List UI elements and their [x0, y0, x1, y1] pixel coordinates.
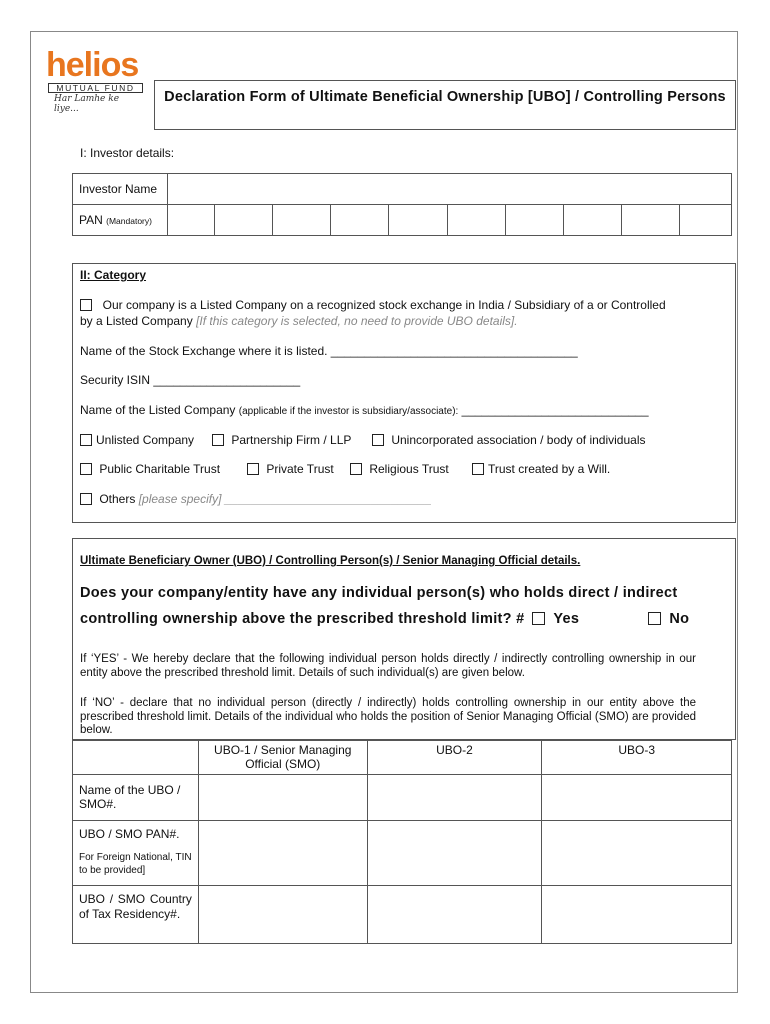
- ubo-yes-checkbox[interactable]: [532, 612, 545, 625]
- ubo-question-line2: controlling ownership above the prescribed threshold limit? #: [80, 611, 525, 627]
- ubo-pan-foreign-note: For Foreign National, TIN to be provided]: [79, 852, 192, 876]
- ubo-col-1-header: UBO-1 / Senior Managing Official (SMO): [198, 741, 367, 775]
- option-others[interactable]: [80, 492, 432, 507]
- option-private-trust[interactable]: [247, 462, 334, 477]
- private-trust-checkbox[interactable]: [247, 463, 259, 475]
- logo-tagline: Har Lamhe ke liye...: [54, 94, 120, 114]
- trust-by-will-label: Trust created by a Will.: [488, 462, 611, 476]
- ubo-no-option[interactable]: [648, 610, 689, 628]
- option-trust-by-will[interactable]: [472, 462, 610, 477]
- ubo-yes-option[interactable]: [532, 610, 579, 628]
- investor-name-row: [73, 174, 732, 205]
- ubo-table: [72, 740, 732, 944]
- option-public-charitable-trust[interactable]: [80, 462, 220, 477]
- listed-company-text2: by a Listed Company: [80, 314, 193, 328]
- pan-cell[interactable]: [563, 205, 621, 236]
- investor-name-label: Investor Name: [73, 174, 168, 205]
- ubo-country-label: UBO / SMO Country of Tax Residency#.: [73, 886, 199, 944]
- religious-trust-label: Religious Trust: [369, 462, 449, 476]
- private-trust-label: Private Trust: [266, 462, 334, 476]
- listed-company-note: [If this category is selected, no need to provide UBO details].: [196, 314, 518, 328]
- ubo-yes-label: Yes: [553, 611, 580, 627]
- ubo-3-name-field[interactable]: [542, 775, 732, 821]
- trust-by-will-checkbox[interactable]: [472, 463, 484, 475]
- helios-logo: [46, 46, 146, 114]
- ubo-pan-row: [73, 821, 732, 886]
- ubo-3-pan-field[interactable]: [542, 821, 732, 886]
- ubo-pan-label: UBO / SMO PAN#.: [79, 827, 180, 841]
- ubo-1-name-field[interactable]: [198, 775, 367, 821]
- ubo-2-name-field[interactable]: [367, 775, 542, 821]
- public-charitable-trust-checkbox[interactable]: [80, 463, 92, 475]
- partnership-firm-label: Partnership Firm / LLP: [231, 433, 352, 447]
- unlisted-company-label: Unlisted Company: [96, 433, 195, 447]
- ubo-3-country-field[interactable]: [542, 886, 732, 944]
- stock-exchange-field[interactable]: Name of the Stock Exchange where it is listed. _____________________________________: [80, 344, 578, 358]
- listed-company-text: Our company is a Listed Company on a recognized stock exchange in India / Subsidiary of a or Controlled: [102, 298, 666, 312]
- pan-label: [73, 205, 168, 236]
- others-label: Others: [99, 492, 136, 506]
- ubo-heading: Ultimate Beneficiary Owner (UBO) / Controlling Person(s) / Senior Managing Official details.: [80, 555, 581, 567]
- ubo-country-row: [73, 886, 732, 944]
- unlisted-company-checkbox[interactable]: [80, 434, 92, 446]
- ubo-name-label: Name of the UBO / SMO#.: [73, 775, 199, 821]
- option-partnership-firm[interactable]: [212, 433, 351, 448]
- ubo-2-country-field[interactable]: [367, 886, 542, 944]
- unincorporated-association-checkbox[interactable]: [372, 434, 384, 446]
- ubo-table-corner: [73, 741, 199, 775]
- ubo-1-pan-field[interactable]: [198, 821, 367, 886]
- others-checkbox[interactable]: [80, 493, 92, 505]
- ubo-yes-declaration: If ‘YES’ - We hereby declare that the following individual person holds directly / indirectly controlling ownership in our entity above the prescribed threshold limit. Details of such individual(s) are given below.: [80, 653, 696, 679]
- ubo-question-line1: Does your company/entity have any individual person(s) who holds direct / indirect: [80, 585, 678, 601]
- option-religious-trust[interactable]: [350, 462, 449, 477]
- ubo-table-header: [73, 741, 732, 775]
- pan-cell[interactable]: [168, 205, 215, 236]
- listed-company-name-note: (applicable if the investor is subsidiary/associate):: [238, 406, 459, 417]
- logo-subtitle: MUTUAL FUND: [48, 83, 143, 93]
- unincorporated-association-label: Unincorporated association / body of individuals: [391, 433, 646, 447]
- pan-cell[interactable]: [505, 205, 563, 236]
- pan-label-text: PAN: [79, 213, 103, 227]
- pan-cell[interactable]: [679, 205, 731, 236]
- ubo-name-row: [73, 775, 732, 821]
- others-specify-field: [please specify] _______________________________: [138, 492, 432, 506]
- pan-cell[interactable]: [447, 205, 505, 236]
- investor-table: [72, 173, 732, 236]
- public-charitable-trust-label: Public Charitable Trust: [99, 462, 221, 476]
- category-heading: II: Category: [80, 268, 147, 282]
- ubo-no-declaration: If ‘NO’ - declare that no individual person (directly / indirectly) holds controlling ownership in our entity above the prescribed threshold limit. Details of the individual who holds the position of Senior Managing Official (SMO) are provided below.: [80, 697, 696, 736]
- listed-company-line2: [80, 314, 518, 329]
- partnership-firm-checkbox[interactable]: [212, 434, 224, 446]
- ubo-col-3-header: UBO-3: [542, 741, 732, 775]
- listed-company-name-line: ____________________________: [461, 403, 649, 417]
- pan-cell[interactable]: [389, 205, 447, 236]
- religious-trust-checkbox[interactable]: [350, 463, 362, 475]
- pan-mandatory-note: (Mandatory): [106, 216, 152, 226]
- ubo-no-label: No: [669, 611, 690, 627]
- option-unincorporated-association[interactable]: [372, 433, 646, 448]
- form-title: Declaration Form of Ultimate Beneficial Ownership [UBO] / Controlling Persons: [154, 80, 736, 130]
- listed-company-checkbox[interactable]: [80, 299, 92, 311]
- pan-cell[interactable]: [215, 205, 273, 236]
- pan-cell[interactable]: [331, 205, 389, 236]
- ubo-pan-label-cell: [73, 821, 199, 886]
- investor-name-field[interactable]: [168, 174, 732, 205]
- listed-company-name-label: Name of the Listed Company: [80, 403, 236, 417]
- ubo-1-country-field[interactable]: [198, 886, 367, 944]
- ubo-2-pan-field[interactable]: [367, 821, 542, 886]
- logo-wordmark: helios: [46, 46, 139, 84]
- option-unlisted-company[interactable]: [80, 433, 194, 448]
- pan-cell[interactable]: [273, 205, 331, 236]
- listed-company-option: [80, 298, 666, 313]
- investor-heading: I: Investor details:: [80, 146, 175, 160]
- security-isin-field[interactable]: Security ISIN ______________________: [80, 373, 301, 387]
- pan-row: [73, 205, 732, 236]
- ubo-col-2-header: UBO-2: [367, 741, 542, 775]
- ubo-no-checkbox[interactable]: [648, 612, 661, 625]
- pan-cell[interactable]: [621, 205, 679, 236]
- listed-company-name-field[interactable]: [80, 403, 649, 419]
